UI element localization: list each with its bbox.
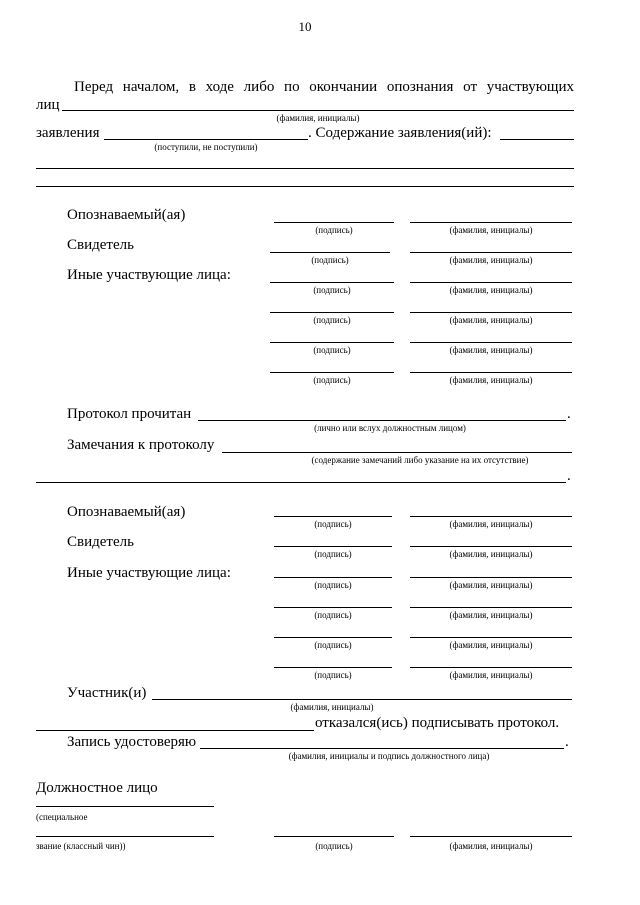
certify-line[interactable] (200, 748, 564, 749)
name-line[interactable] (410, 282, 572, 283)
signature-line[interactable] (274, 637, 392, 638)
certify-caption: (фамилия, инициалы и подпись должностного лица) (288, 751, 490, 761)
name-caption: (фамилия, инициалы) (449, 549, 533, 559)
sign-caption: (подпись) (314, 610, 352, 620)
signature-line[interactable] (270, 252, 390, 253)
participant-caption: (фамилия, инициалы) (290, 702, 374, 712)
name-caption: (фамилия, инициалы) (449, 315, 533, 325)
sign-caption: (подпись) (315, 225, 353, 235)
statement-content-line[interactable] (500, 139, 574, 140)
period: . (565, 734, 569, 750)
fio-caption: (фамилия, инициалы) (276, 113, 360, 123)
name-caption: (фамилия, инициалы) (449, 225, 533, 235)
name-caption: (фамилия, инициалы) (449, 841, 533, 851)
sign-caption: (подпись) (311, 255, 349, 265)
sign-caption: (подпись) (313, 285, 351, 295)
remarks-caption: (содержание замечаний либо указание на их отсутствие) (311, 455, 529, 465)
name-caption: (фамилия, инициалы) (449, 345, 533, 355)
lica-label: лиц (36, 97, 60, 113)
name-caption: (фамилия, инициалы) (449, 519, 533, 529)
identified-label: Опознаваемый(ая) (67, 207, 186, 223)
signature-line[interactable] (270, 312, 394, 313)
sign-caption: (подпись) (314, 549, 352, 559)
period: . (567, 468, 571, 484)
intro-text: Перед началом, в ходе либо по окончании опознания от участвующих (74, 79, 574, 95)
identified-label: Опознаваемый(ая) (67, 504, 186, 520)
name-caption: (фамилия, инициалы) (449, 610, 533, 620)
refusal-name-line[interactable] (36, 730, 314, 731)
name-caption: (фамилия, инициалы) (449, 285, 533, 295)
signature-line[interactable] (270, 282, 394, 283)
others-label: Иные участвующие лица: (67, 267, 231, 283)
refused-text: отказался(ись) подписывать протокол. (315, 715, 560, 731)
special-caption: (специальное (36, 812, 88, 822)
name-caption: (фамилия, инициалы) (449, 580, 533, 590)
official-title: Должностное лицо (36, 780, 158, 796)
signature-line[interactable] (274, 546, 392, 547)
name-line[interactable] (410, 577, 572, 578)
postupili-caption: (поступили, не поступили) (154, 142, 258, 152)
sign-caption: (подпись) (313, 345, 351, 355)
others-label: Иные участвующие лица: (67, 565, 231, 581)
name-line[interactable] (410, 836, 572, 837)
signature-line[interactable] (274, 577, 392, 578)
rank-line[interactable] (36, 836, 214, 837)
name-line[interactable] (410, 607, 572, 608)
name-caption: (фамилия, инициалы) (449, 670, 533, 680)
signature-line[interactable] (274, 667, 392, 668)
participant-label: Участник(и) (67, 685, 147, 701)
protocol-read-line[interactable] (198, 420, 566, 421)
sign-caption: (подпись) (313, 375, 351, 385)
remarks-line-2[interactable] (36, 482, 566, 483)
name-line[interactable] (410, 667, 572, 668)
signature-line[interactable] (270, 342, 394, 343)
name-line[interactable] (410, 252, 572, 253)
participants-line[interactable] (62, 110, 574, 111)
name-line[interactable] (410, 312, 572, 313)
name-line[interactable] (410, 342, 572, 343)
special-rank-line[interactable] (36, 806, 214, 807)
sign-caption: (подпись) (314, 670, 352, 680)
remarks-line[interactable] (222, 452, 572, 453)
name-line[interactable] (410, 516, 572, 517)
participant-line[interactable] (152, 699, 572, 700)
protocol-read-label: Протокол прочитан (67, 406, 192, 422)
name-caption: (фамилия, инициалы) (449, 255, 533, 265)
statement-content-line[interactable] (36, 186, 574, 187)
certify-label: Запись удостоверяю (67, 734, 197, 750)
rank-caption: звание (классный чин)) (36, 841, 126, 851)
content-label: . Содержание заявления(ий): (308, 125, 492, 141)
statement-content-line[interactable] (36, 168, 574, 169)
name-line[interactable] (410, 372, 572, 373)
sign-caption: (подпись) (315, 841, 353, 851)
signature-line[interactable] (274, 222, 394, 223)
zayavleniya-label: заявления (36, 125, 100, 141)
sign-caption: (подпись) (314, 640, 352, 650)
sign-caption: (подпись) (313, 315, 351, 325)
signature-line[interactable] (274, 607, 392, 608)
signature-line[interactable] (274, 836, 394, 837)
name-line[interactable] (410, 637, 572, 638)
witness-label: Свидетель (67, 237, 134, 253)
signature-line[interactable] (274, 516, 392, 517)
name-line[interactable] (410, 222, 572, 223)
statements-status-line[interactable] (104, 139, 308, 140)
remarks-label: Замечания к протоколу (67, 437, 215, 453)
name-caption: (фамилия, инициалы) (449, 640, 533, 650)
sign-caption: (подпись) (314, 580, 352, 590)
period: . (567, 406, 571, 422)
name-caption: (фамилия, инициалы) (449, 375, 533, 385)
witness-label: Свидетель (67, 534, 134, 550)
page-number: 10 (298, 19, 312, 34)
name-line[interactable] (410, 546, 572, 547)
signature-line[interactable] (270, 372, 394, 373)
sign-caption: (подпись) (314, 519, 352, 529)
read-caption: (лично или вслух должностным лицом) (314, 423, 466, 433)
